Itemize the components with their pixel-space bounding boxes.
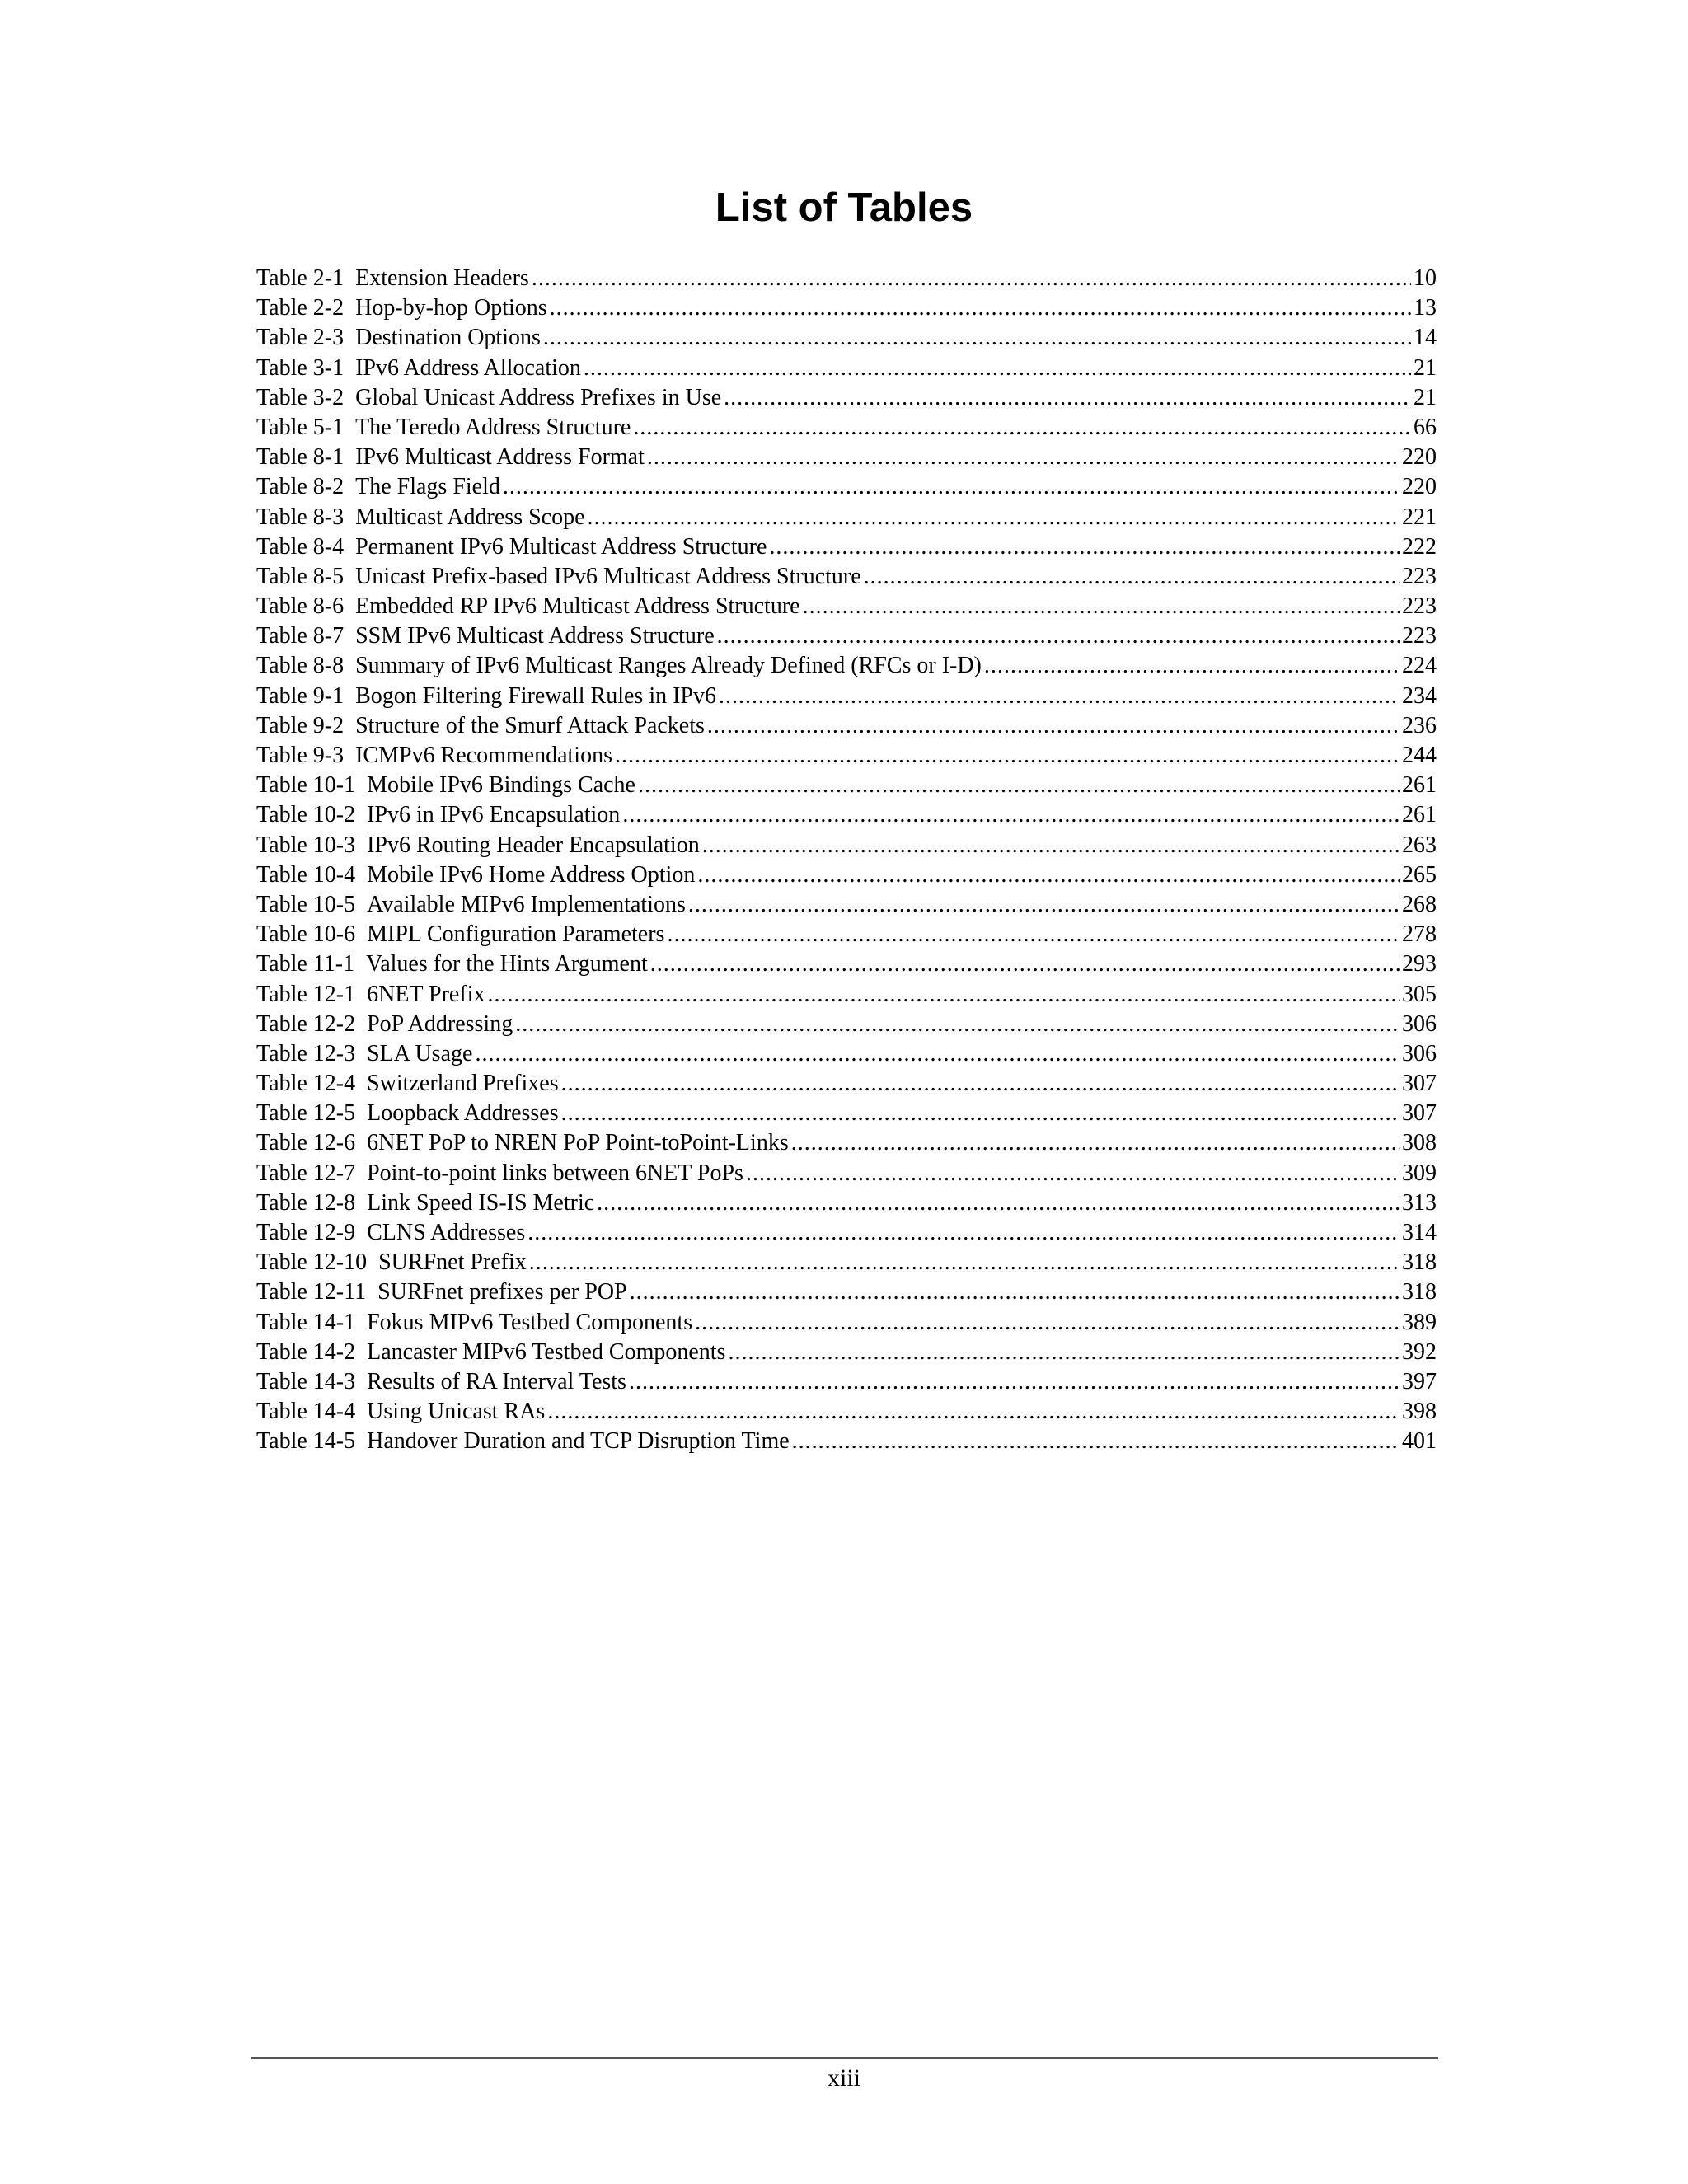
table-list xyxy=(256,264,1437,1457)
dot-leader xyxy=(697,860,1400,890)
table-number: Table 14-2 xyxy=(256,1338,356,1365)
table-title: Loopback Addresses xyxy=(367,1100,559,1127)
dot-leader xyxy=(622,800,1400,830)
table-number: Table 8-1 xyxy=(256,444,345,471)
page-ref: 224 xyxy=(1402,653,1437,679)
toc-entry[interactable] xyxy=(256,1338,1437,1367)
table-title: Unicast Prefix-based IPv6 Multicast Address Structure xyxy=(355,563,861,589)
page-ref: 307 xyxy=(1402,1071,1437,1097)
toc-entry[interactable] xyxy=(256,1128,1437,1158)
page-ref: 263 xyxy=(1402,832,1437,858)
page-ref: 21 xyxy=(1414,354,1437,381)
table-title: IPv6 Multicast Address Format xyxy=(355,444,645,471)
page-ref: 223 xyxy=(1402,593,1437,620)
dot-leader xyxy=(597,1188,1400,1218)
table-number: Table 12-10 xyxy=(256,1249,368,1276)
table-title: MIPL Configuration Parameters xyxy=(367,921,665,948)
table-number: Table 9-1 xyxy=(256,682,345,709)
toc-entry[interactable] xyxy=(256,1188,1437,1218)
dot-leader xyxy=(629,1367,1400,1397)
table-number: Table 8-8 xyxy=(256,653,345,679)
page-ref: 244 xyxy=(1402,743,1437,768)
toc-entry[interactable] xyxy=(256,1367,1437,1397)
table-number: Table 8-3 xyxy=(256,504,345,530)
table-title: Point-to-point links between 6NET PoPs xyxy=(367,1160,743,1186)
page-ref: 14 xyxy=(1414,325,1437,351)
table-title: The Teredo Address Structure xyxy=(355,414,631,440)
dot-leader xyxy=(547,1397,1400,1427)
table-number: Table 3-1 xyxy=(256,354,345,381)
page-ref: 392 xyxy=(1402,1338,1437,1365)
dot-leader xyxy=(769,532,1400,562)
table-title: Values for the Hints Argument xyxy=(366,951,648,977)
dot-leader xyxy=(984,651,1400,681)
page-ref: 222 xyxy=(1402,533,1437,560)
dot-leader xyxy=(584,354,1411,383)
page-ref: 308 xyxy=(1402,1130,1437,1156)
table-title: IPv6 Routing Header Encapsulation xyxy=(367,832,700,858)
table-title: SSM IPv6 Multicast Address Structure xyxy=(355,623,715,649)
toc-entry[interactable] xyxy=(256,1308,1437,1338)
table-number: Table 12-5 xyxy=(256,1100,356,1127)
table-title: Link Speed IS-IS Metric xyxy=(367,1189,595,1216)
page-ref: 66 xyxy=(1414,414,1437,440)
toc-entry[interactable] xyxy=(256,354,1437,383)
toc-entry[interactable] xyxy=(256,383,1437,413)
table-number: Table 9-2 xyxy=(256,712,345,738)
table-number: Table 12-7 xyxy=(256,1160,356,1186)
toc-entry[interactable] xyxy=(256,771,1437,800)
toc-entry[interactable] xyxy=(256,980,1437,1010)
table-number: Table 14-5 xyxy=(256,1428,356,1455)
dot-leader xyxy=(803,592,1400,621)
dot-leader xyxy=(515,1010,1400,1039)
table-title: Embedded RP IPv6 Multicast Address Structure xyxy=(355,593,800,620)
page-ref: 220 xyxy=(1402,474,1437,500)
table-number: Table 12-11 xyxy=(256,1279,367,1305)
page-ref: 314 xyxy=(1402,1220,1437,1245)
table-title: Available MIPv6 Implementations xyxy=(367,891,686,917)
table-title: SLA Usage xyxy=(367,1040,473,1066)
dot-leader xyxy=(724,383,1411,413)
table-title: Mobile IPv6 Bindings Cache xyxy=(367,772,635,799)
dot-leader xyxy=(588,503,1400,532)
toc-entry[interactable] xyxy=(256,532,1437,562)
toc-entry[interactable] xyxy=(256,264,1437,293)
table-title: The Flags Field xyxy=(355,474,500,500)
table-number: Table 14-4 xyxy=(256,1399,356,1425)
page-ref: 268 xyxy=(1402,891,1437,917)
page-ref: 313 xyxy=(1402,1189,1437,1216)
page-number: xiii xyxy=(827,2064,860,2092)
dot-leader xyxy=(528,1218,1400,1248)
table-title: Global Unicast Address Prefixes in Use xyxy=(355,384,722,410)
toc-entry[interactable] xyxy=(256,800,1437,830)
page-ref: 293 xyxy=(1402,951,1437,977)
page-ref: 223 xyxy=(1402,563,1437,589)
page-ref: 397 xyxy=(1402,1368,1437,1394)
dot-leader xyxy=(647,443,1400,472)
table-title: Lancaster MIPv6 Testbed Components xyxy=(367,1338,726,1365)
table-title: Destination Options xyxy=(355,325,541,351)
toc-entry[interactable] xyxy=(256,443,1437,472)
toc-entry[interactable] xyxy=(256,621,1437,651)
table-number: Table 2-3 xyxy=(256,325,345,351)
toc-entry[interactable] xyxy=(256,413,1437,443)
page-ref: 261 xyxy=(1402,772,1437,799)
page-ref: 13 xyxy=(1414,295,1437,321)
table-title: Bogon Filtering Firewall Rules in IPv6 xyxy=(355,682,716,709)
dot-leader xyxy=(864,562,1400,592)
page-title: List of Tables xyxy=(715,185,973,230)
dot-leader xyxy=(792,1427,1400,1456)
table-title: Results of RA Interval Tests xyxy=(367,1368,626,1394)
table-title: Summary of IPv6 Multicast Ranges Already Defined (RFCs or I-D) xyxy=(355,653,982,679)
dot-leader xyxy=(529,1248,1400,1277)
toc-entry[interactable] xyxy=(256,1397,1437,1427)
table-number: Table 12-9 xyxy=(256,1220,356,1245)
dot-leader xyxy=(615,741,1400,771)
toc-entry[interactable] xyxy=(256,1010,1437,1039)
table-number: Table 9-3 xyxy=(256,743,345,768)
table-title: Using Unicast RAs xyxy=(367,1399,546,1425)
page-ref: 305 xyxy=(1402,981,1437,1007)
dot-leader xyxy=(719,682,1400,711)
dot-leader xyxy=(688,890,1400,920)
page-ref: 265 xyxy=(1402,861,1437,888)
toc-entry[interactable] xyxy=(256,1277,1437,1307)
toc-entry[interactable] xyxy=(256,1039,1437,1069)
table-title: Fokus MIPv6 Testbed Components xyxy=(367,1309,693,1335)
table-number: Table 14-1 xyxy=(256,1309,356,1335)
page-ref: 318 xyxy=(1402,1249,1437,1276)
dot-leader xyxy=(746,1159,1400,1188)
table-number: Table 10-2 xyxy=(256,802,356,828)
table-title: ICMPv6 Recommendations xyxy=(355,743,612,768)
table-number: Table 2-1 xyxy=(256,265,345,291)
table-title: SURFnet Prefix xyxy=(378,1249,527,1276)
dot-leader xyxy=(561,1069,1400,1099)
toc-entry[interactable] xyxy=(256,711,1437,741)
dot-leader xyxy=(487,980,1400,1010)
toc-entry[interactable] xyxy=(256,682,1437,711)
table-number: Table 12-4 xyxy=(256,1071,356,1097)
dot-leader xyxy=(702,831,1400,860)
table-title: Hop-by-hop Options xyxy=(355,295,547,321)
table-title: Switzerland Prefixes xyxy=(367,1071,559,1097)
table-title: Permanent IPv6 Multicast Address Structure xyxy=(355,533,767,560)
table-title: SURFnet prefixes per POP xyxy=(377,1279,627,1305)
dot-leader xyxy=(561,1099,1400,1128)
page-ref: 21 xyxy=(1414,384,1437,410)
toc-entry[interactable] xyxy=(256,1248,1437,1277)
page-ref: 401 xyxy=(1402,1428,1437,1455)
toc-entry[interactable] xyxy=(256,1427,1437,1456)
dot-leader xyxy=(695,1308,1400,1338)
page-ref: 261 xyxy=(1402,802,1437,828)
toc-entry[interactable] xyxy=(256,1218,1437,1248)
table-title: Handover Duration and TCP Disruption Time xyxy=(367,1428,790,1455)
page-ref: 307 xyxy=(1402,1100,1437,1127)
toc-entry[interactable] xyxy=(256,1159,1437,1188)
table-title: Extension Headers xyxy=(355,265,529,291)
table-number: Table 11-1 xyxy=(256,951,355,977)
page-ref: 389 xyxy=(1402,1309,1437,1335)
table-title: Mobile IPv6 Home Address Option xyxy=(367,861,696,888)
page-ref: 223 xyxy=(1402,623,1437,649)
table-title: 6NET PoP to NREN PoP Point-toPoint-Links xyxy=(367,1130,789,1156)
toc-entry[interactable] xyxy=(256,293,1437,323)
table-number: Table 3-2 xyxy=(256,384,345,410)
toc-entry[interactable] xyxy=(256,890,1437,920)
dot-leader xyxy=(650,949,1400,979)
table-number: Table 10-4 xyxy=(256,861,356,888)
toc-entry[interactable] xyxy=(256,741,1437,771)
toc-entry[interactable] xyxy=(256,323,1437,353)
dot-leader xyxy=(633,413,1411,443)
dot-leader xyxy=(707,711,1400,741)
table-number: Table 10-5 xyxy=(256,891,356,917)
page-ref: 221 xyxy=(1402,504,1437,530)
dot-leader xyxy=(630,1277,1400,1307)
dot-leader xyxy=(475,1039,1400,1069)
page-ref: 309 xyxy=(1402,1160,1437,1186)
toc-entry[interactable] xyxy=(256,920,1437,949)
page-ref: 318 xyxy=(1402,1279,1437,1305)
toc-entry[interactable] xyxy=(256,562,1437,592)
toc-entry[interactable] xyxy=(256,860,1437,890)
toc-entry[interactable] xyxy=(256,503,1437,532)
toc-entry[interactable] xyxy=(256,831,1437,860)
toc-entry[interactable] xyxy=(256,651,1437,681)
toc-entry[interactable] xyxy=(256,949,1437,979)
table-title: IPv6 in IPv6 Encapsulation xyxy=(367,802,621,828)
table-number: Table 8-2 xyxy=(256,474,345,500)
table-title: Multicast Address Scope xyxy=(355,504,585,530)
table-number: Table 8-4 xyxy=(256,533,345,560)
dot-leader xyxy=(550,293,1411,323)
page-ref: 306 xyxy=(1402,1010,1437,1037)
table-number: Table 12-1 xyxy=(256,981,356,1007)
toc-entry[interactable] xyxy=(256,1099,1437,1128)
table-number: Table 10-6 xyxy=(256,921,356,948)
dot-leader xyxy=(728,1338,1400,1367)
toc-entry[interactable] xyxy=(256,472,1437,502)
footer-rule xyxy=(251,2057,1438,2059)
page-ref: 236 xyxy=(1402,712,1437,738)
table-number: Table 8-5 xyxy=(256,563,345,589)
table-number: Table 12-3 xyxy=(256,1040,356,1066)
page-ref: 398 xyxy=(1402,1399,1437,1425)
dot-leader xyxy=(791,1128,1400,1158)
dot-leader xyxy=(638,771,1400,800)
table-number: Table 10-3 xyxy=(256,832,356,858)
table-number: Table 14-3 xyxy=(256,1368,356,1394)
table-number: Table 10-1 xyxy=(256,772,356,799)
table-number: Table 12-6 xyxy=(256,1130,356,1156)
dot-leader xyxy=(503,472,1400,502)
dot-leader xyxy=(717,621,1400,651)
table-number: Table 5-1 xyxy=(256,414,345,440)
table-title: CLNS Addresses xyxy=(367,1220,526,1245)
page-ref: 220 xyxy=(1402,444,1437,471)
toc-entry[interactable] xyxy=(256,1069,1437,1099)
table-title: PoP Addressing xyxy=(367,1010,513,1037)
table-title: 6NET Prefix xyxy=(367,981,485,1007)
page-ref: 234 xyxy=(1402,682,1437,709)
dot-leader xyxy=(667,920,1400,949)
table-number: Table 2-2 xyxy=(256,295,345,321)
page-ref: 306 xyxy=(1402,1040,1437,1066)
toc-entry[interactable] xyxy=(256,592,1437,621)
table-number: Table 8-7 xyxy=(256,623,345,649)
dot-leader xyxy=(532,264,1411,293)
page-ref: 278 xyxy=(1402,921,1437,948)
dot-leader xyxy=(543,323,1411,353)
table-title: IPv6 Address Allocation xyxy=(355,354,581,381)
page-ref: 10 xyxy=(1414,265,1437,291)
table-number: Table 8-6 xyxy=(256,593,345,620)
table-number: Table 12-2 xyxy=(256,1010,356,1037)
table-title: Structure of the Smurf Attack Packets xyxy=(355,712,705,738)
table-number: Table 12-8 xyxy=(256,1189,356,1216)
